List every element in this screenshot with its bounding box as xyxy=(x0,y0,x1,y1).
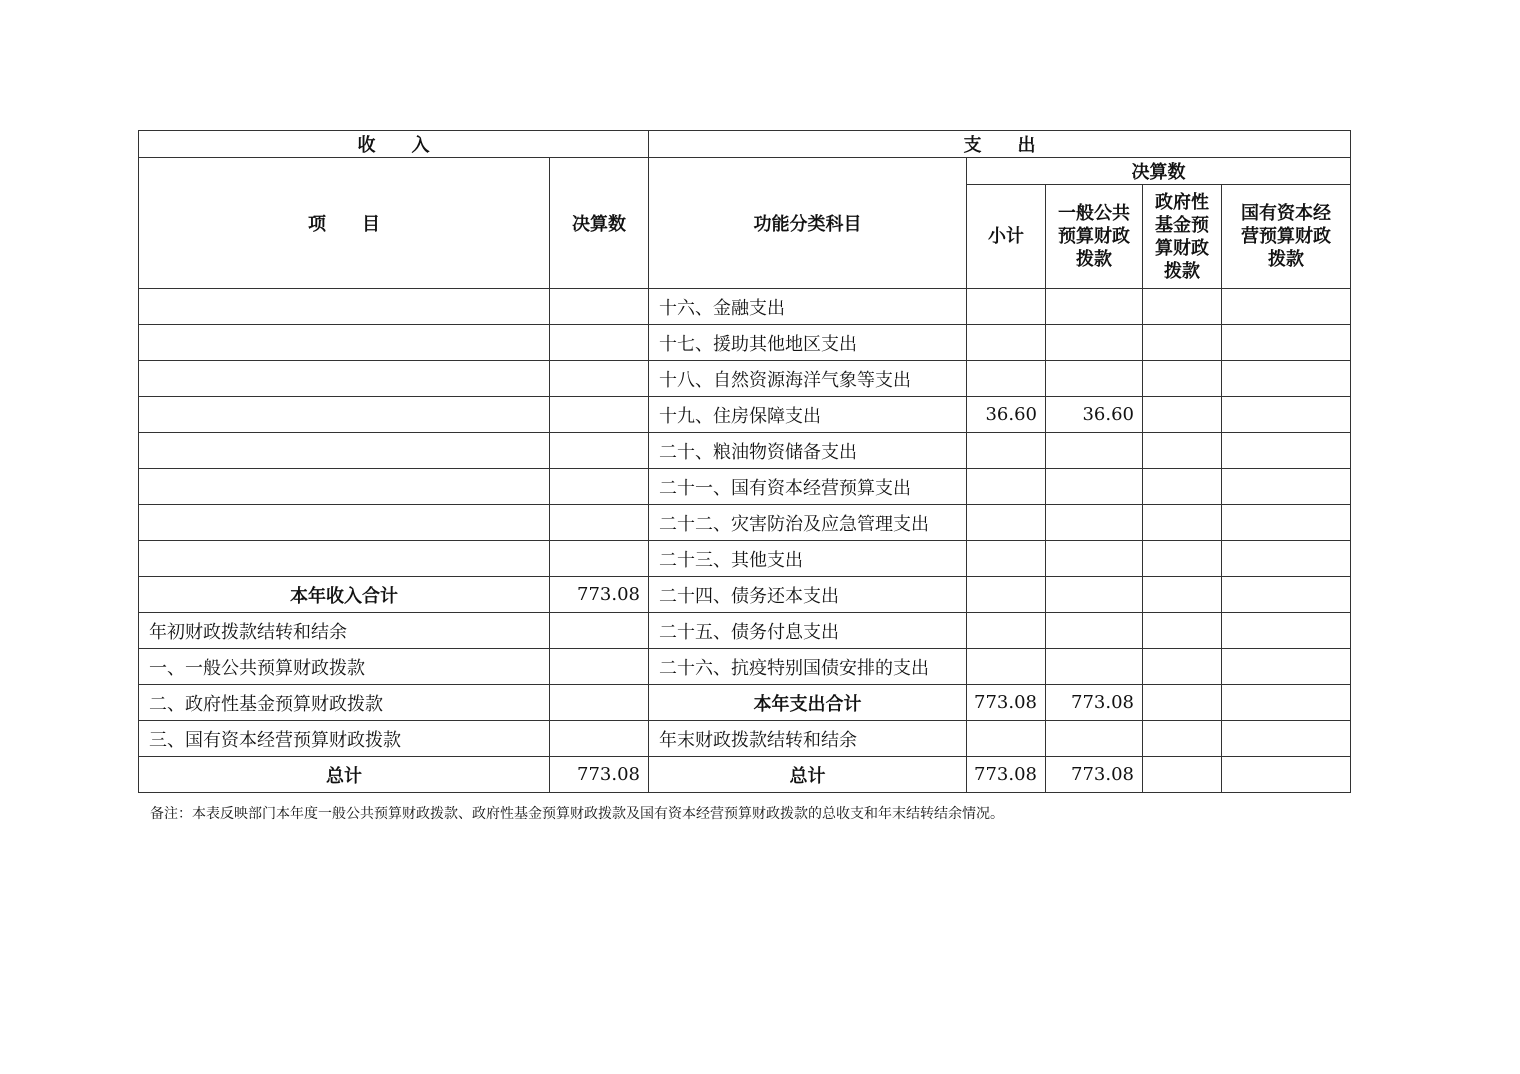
table-row xyxy=(139,397,1351,433)
category-cell: 二十二、灾害防治及应急管理支出 xyxy=(649,505,967,541)
gov-fund-cell xyxy=(1143,397,1222,433)
subtotal-header: 小计 xyxy=(967,185,1046,289)
general-public-cell: 36.60 xyxy=(1046,397,1143,433)
table-row xyxy=(139,325,1351,361)
item-cell: 二、政府性基金预算财政拨款 xyxy=(139,685,550,721)
gov-fund-cell xyxy=(1143,361,1222,397)
table-row xyxy=(139,433,1351,469)
state-capital-cell xyxy=(1222,541,1351,577)
general-public-cell xyxy=(1046,541,1143,577)
subtotal-cell: 773.08 xyxy=(967,685,1046,721)
category-cell: 二十、粮油物资储备支出 xyxy=(649,433,967,469)
income-header: 收 入 xyxy=(139,131,649,158)
general-public-cell xyxy=(1046,361,1143,397)
table-row xyxy=(139,757,1351,793)
category-cell: 二十三、其他支出 xyxy=(649,541,967,577)
general-public-cell xyxy=(1046,289,1143,325)
category-cell: 年末财政拨款结转和结余 xyxy=(649,721,967,757)
gov-fund-cell xyxy=(1143,721,1222,757)
income-amount-cell xyxy=(550,289,649,325)
gov-fund-cell xyxy=(1143,505,1222,541)
general-public-cell xyxy=(1046,577,1143,613)
table-row xyxy=(139,649,1351,685)
subtotal-cell: 36.60 xyxy=(967,397,1046,433)
subtotal-cell xyxy=(967,577,1046,613)
subtotal-cell xyxy=(967,433,1046,469)
state-capital-cell xyxy=(1222,433,1351,469)
category-cell: 本年支出合计 xyxy=(649,685,967,721)
gov-fund-cell xyxy=(1143,469,1222,505)
category-cell: 二十四、债务还本支出 xyxy=(649,577,967,613)
state-capital-cell xyxy=(1222,649,1351,685)
state-capital-cell xyxy=(1222,757,1351,793)
category-cell: 十七、援助其他地区支出 xyxy=(649,325,967,361)
income-amount-cell xyxy=(550,361,649,397)
item-cell xyxy=(139,469,550,505)
state-capital-cell xyxy=(1222,577,1351,613)
category-cell: 二十六、抗疫特别国债安排的支出 xyxy=(649,649,967,685)
income-amount-cell xyxy=(550,613,649,649)
table-row xyxy=(139,721,1351,757)
category-cell: 十六、金融支出 xyxy=(649,289,967,325)
table-row xyxy=(139,361,1351,397)
income-amount-cell xyxy=(550,325,649,361)
subtotal-cell xyxy=(967,325,1046,361)
state-capital-cell xyxy=(1222,325,1351,361)
category-cell: 总计 xyxy=(649,757,967,793)
income-amount-cell xyxy=(550,433,649,469)
gov-fund-cell xyxy=(1143,325,1222,361)
subtotal-cell xyxy=(967,289,1046,325)
subtotal-cell xyxy=(967,721,1046,757)
income-amount-cell xyxy=(550,469,649,505)
category-cell: 十九、住房保障支出 xyxy=(649,397,967,433)
finance-table xyxy=(138,130,1351,793)
gov-fund-cell xyxy=(1143,685,1222,721)
item-cell xyxy=(139,289,550,325)
subtotal-cell xyxy=(967,649,1046,685)
state-capital-cell xyxy=(1222,721,1351,757)
income-amount-cell xyxy=(550,541,649,577)
general-public-cell: 773.08 xyxy=(1046,685,1143,721)
general-public-cell xyxy=(1046,325,1143,361)
general-public-cell xyxy=(1046,505,1143,541)
subtotal-cell xyxy=(967,505,1046,541)
state-capital-cell xyxy=(1222,397,1351,433)
gov-fund-cell xyxy=(1143,613,1222,649)
table-row xyxy=(139,505,1351,541)
subtotal-cell: 773.08 xyxy=(967,757,1046,793)
general-public-cell xyxy=(1046,613,1143,649)
item-cell: 年初财政拨款结转和结余 xyxy=(139,613,550,649)
item-cell: 三、国有资本经营预算财政拨款 xyxy=(139,721,550,757)
general-public-cell xyxy=(1046,469,1143,505)
gov-fund-cell xyxy=(1143,433,1222,469)
gov-fund-cell xyxy=(1143,577,1222,613)
state-capital-cell xyxy=(1222,505,1351,541)
subtotal-cell xyxy=(967,469,1046,505)
income-amount-header: 决算数 xyxy=(550,158,649,289)
item-cell xyxy=(139,397,550,433)
income-amount-cell xyxy=(550,505,649,541)
subtotal-cell xyxy=(967,361,1046,397)
gov-fund-cell xyxy=(1143,289,1222,325)
item-cell xyxy=(139,541,550,577)
income-amount-cell: 773.08 xyxy=(550,757,649,793)
general-public-cell xyxy=(1046,649,1143,685)
table-row xyxy=(139,541,1351,577)
item-cell xyxy=(139,325,550,361)
table-row xyxy=(139,469,1351,505)
subtotal-cell xyxy=(967,541,1046,577)
item-cell: 总计 xyxy=(139,757,550,793)
table-row xyxy=(139,577,1351,613)
subtotal-cell xyxy=(967,613,1046,649)
item-cell: 本年收入合计 xyxy=(139,577,550,613)
function-category-header: 功能分类科目 xyxy=(649,158,967,289)
budget-sub-header: 决算数 xyxy=(967,158,1351,185)
income-amount-cell xyxy=(550,721,649,757)
table-row xyxy=(139,613,1351,649)
gov-fund-cell xyxy=(1143,757,1222,793)
table-row xyxy=(139,289,1351,325)
item-cell xyxy=(139,505,550,541)
general-public-cell xyxy=(1046,433,1143,469)
category-cell: 二十五、债务付息支出 xyxy=(649,613,967,649)
state-capital-header: 国有资本经营预算财政拨款 xyxy=(1222,185,1351,289)
expense-header: 支 出 xyxy=(649,131,1351,158)
state-capital-cell xyxy=(1222,469,1351,505)
income-amount-cell xyxy=(550,685,649,721)
state-capital-cell xyxy=(1222,289,1351,325)
item-cell: 一、一般公共预算财政拨款 xyxy=(139,649,550,685)
item-header: 项 目 xyxy=(139,158,550,289)
table-row xyxy=(139,685,1351,721)
state-capital-cell xyxy=(1222,361,1351,397)
gov-fund-cell xyxy=(1143,649,1222,685)
category-cell: 二十一、国有资本经营预算支出 xyxy=(649,469,967,505)
income-amount-cell xyxy=(550,649,649,685)
income-amount-cell xyxy=(550,397,649,433)
state-capital-cell xyxy=(1222,613,1351,649)
general-public-header: 一般公共预算财政拨款 xyxy=(1046,185,1143,289)
table-body xyxy=(139,289,1351,793)
income-amount-cell: 773.08 xyxy=(550,577,649,613)
item-cell xyxy=(139,361,550,397)
general-public-cell xyxy=(1046,721,1143,757)
state-capital-cell xyxy=(1222,685,1351,721)
item-cell xyxy=(139,433,550,469)
gov-fund-cell xyxy=(1143,541,1222,577)
category-cell: 十八、自然资源海洋气象等支出 xyxy=(649,361,967,397)
gov-fund-header: 政府性基金预算财政拨款 xyxy=(1143,185,1222,289)
general-public-cell: 773.08 xyxy=(1046,757,1143,793)
footnote: 备注：本表反映部门本年度一般公共预算财政拨款、政府性基金预算财政拨款及国有资本经营预算财政拨款的总收支和年末结转结余情况。 xyxy=(150,806,1004,822)
